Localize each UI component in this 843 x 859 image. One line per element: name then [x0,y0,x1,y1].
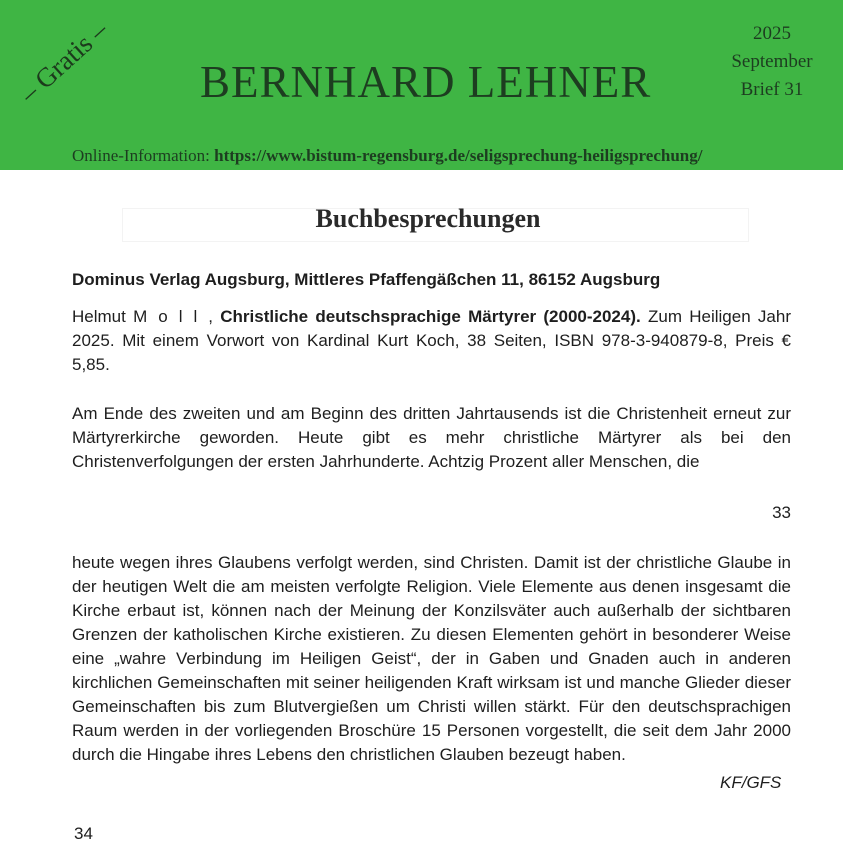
online-info [72,146,702,166]
page-heading: Buchbesprechungen [315,204,541,233]
online-url[interactable]: https://www.bistum-regensburg.de/seligsprechung-heiligsprechung/ [214,146,703,165]
issue-number: Brief 31 [740,79,804,100]
issue-month: September [731,51,813,72]
page-number-34: 34 [74,824,93,843]
author-first-name: Helmut [72,307,126,326]
page-number-33: 33 [772,503,791,522]
reviewer-initials: KF/GFS [720,773,782,792]
author-last-name: Moll [133,307,209,326]
review-paragraph-1: Am Ende des zweiten und am Beginn des dritten Jahrtausends ist die Christenheit erneut zur Märtyrerkirche geworden. Heute gibt es mehr christliche Märtyrer als bei den Christenverfolgungen der ersten Jahrhunderte. Achtzig Prozent aller Menschen, die [72,404,791,471]
gratis-label: – Gratis – [14,14,114,109]
review-paragraph-2: heute wegen ihres Glaubens verfolgt werden, sind Christen. Damit ist der christliche Glaube in der heutigen Welt die am meisten verfolgte Religion. Viele Elemente aus denen insgesamt die Kirche erbaut ist, können nach der Meinung der Konzilsväter auch außerhalb der sichtbaren Grenzen der katholischen Kirche existieren. Zu diesen Elementen gehört in besonderer Weise eine „wahre Verbindung im Heiligen Geist“, der in Gaben und Gnaden auch in anderen kirchlichen Gemeinschaften mit seiner heiligenden Kraft wirksam ist und manche Glieder dieser Gemeinschaften bis zum Blutvergießen um Christi willen stärkt. Für den deutschsprachigen Raum werden in der vorliegenden Broschüre 15 Personen vorgestellt, die seit dem Jahr 2000 durch die Hingabe ihres Lebens den christlichen Glauben bezeugt haben. [72,553,791,764]
issue-year: 2025 [753,23,791,44]
author-separator: , [208,307,214,326]
book-details: Zum Heiligen Jahr 2025. Mit einem Vorwort von Kardinal Kurt Koch, 38 Seiten, ISBN 978-3-940879-8, Preis € 5,85. [72,307,791,374]
publisher-line: Dominus Verlag Augsburg, Mittleres Pfaffengäßchen 11, 86152 Augsburg [72,270,661,289]
book-citation [72,305,791,377]
online-label: Online-Information: [72,146,210,165]
book-title: Christliche deutschsprachige Märtyrer (2000-2024). [220,307,641,326]
issue-info [717,20,827,104]
header-banner [0,0,843,170]
newsletter-title: BERNHARD LEHNER [200,57,652,107]
